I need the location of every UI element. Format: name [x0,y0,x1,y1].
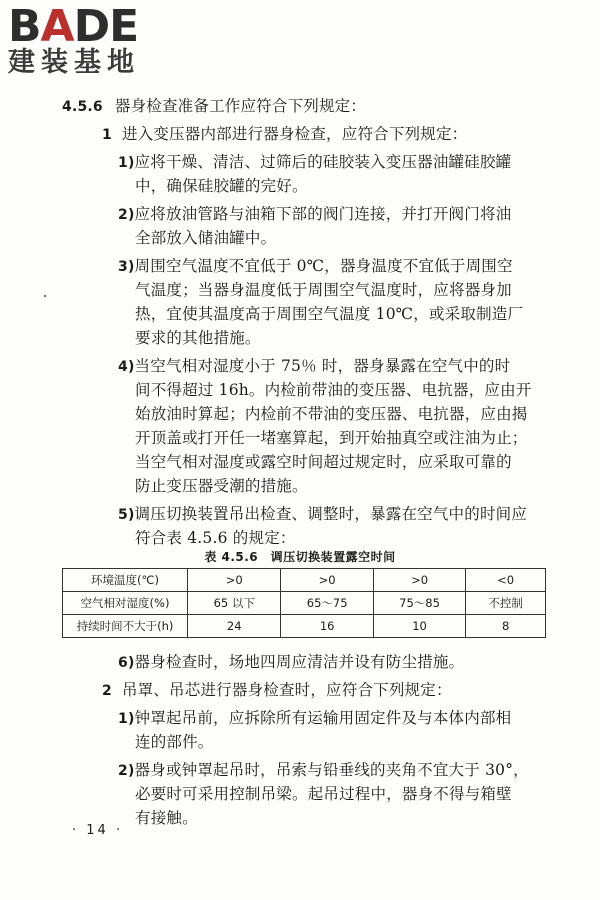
table-cell: 10 [373,615,465,638]
item-2-number: 2 [102,683,112,699]
sub-1-4-line-1 [118,356,510,377]
sub-1-4-text: 当空气相对湿度小于 75％ 时，器身暴露在空气中的时 [134,357,511,375]
sub-2-2-line-1 [118,760,529,781]
table-row [63,592,546,615]
sub-1-1-number: 1) [118,155,135,171]
sub-1-2-line-2: 全部放入储油罐中。 [135,229,277,247]
section-title: 器身检查准备工作应符合下列规定： [114,97,367,115]
sub-1-4-line-6: 防止变压器受潮的措施。 [135,477,308,495]
sub-1-1-text: 应将干燥、清洁、过筛后的硅胶装入变压器油罐硅胶罐 [134,153,512,171]
sub-1-3-line-1 [118,256,513,277]
table-cell: 16 [281,615,373,638]
bade-logo [8,1,183,78]
page-number: · 14 · [72,823,124,838]
sub-1-4-number: 4) [118,359,135,375]
sub-1-4-line-2: 间不得超过 16h。内检前带油的变压器、电抗器，应由开 [135,381,532,399]
exposure-time-table [62,568,546,638]
sub-2-1-line-2: 连的部件。 [135,733,214,751]
table-cell: 65 以下 [188,592,281,615]
table-cell: >0 [373,569,465,592]
sub-1-2-line-1 [118,204,511,225]
table-cell: 不控制 [466,592,546,615]
sub-1-4-line-5: 当空气相对湿度或露空时间超过规定时，应采取可靠的 [135,453,512,471]
sub-1-2-text: 应将放油管路与油箱下部的阀门连接，并打开阀门将油 [134,205,512,223]
section-heading [62,96,366,117]
table-cell: >0 [281,569,373,592]
sub-2-1-text: 钟罩起吊前，应拆除所有运输用固定件及与本体内部相 [134,709,512,727]
sub-1-3-line-2: 气温度；当器身温度低于周围空气温度时，应将器身加 [135,281,512,299]
sub-1-6-number: 6) [118,655,135,671]
logo-letter-a: A [40,1,74,52]
sub-1-3-line-4: 要求的其他措施。 [135,329,261,347]
item-2-text: 吊罩、吊芯进行器身检查时，应符合下列规定： [121,681,452,699]
sub-2-2-line-3: 有接触。 [135,809,198,827]
sub-1-6-line-1 [118,652,464,673]
table-cell: 24 [188,615,281,638]
table-cell: 空气相对湿度(%) [63,592,188,615]
table-title: 表 4.5.6 调压切换装置露空时间 [204,550,396,564]
sub-1-2-number: 2) [118,207,135,223]
sub-1-4-line-3: 始放油时算起；内检前不带油的变压器、电抗器，应由揭 [135,405,528,423]
sub-1-3-text: 周围空气温度不宜低于 0℃，器身温度不宜低于周围空 [134,257,513,275]
logo-letters-de: DE [73,1,139,52]
table-cell: 持续时间不大于(h) [63,615,188,638]
sub-1-5-text: 调压切换装置吊出检查、调整时，暴露在空气中的时间应 [134,505,528,523]
table-row [63,615,546,638]
table-row [63,569,546,592]
item-1-heading [102,124,467,145]
table-cell: 环境温度(℃) [63,569,188,592]
item-1-number: 1 [102,127,112,143]
logo-letter-b: B [8,1,41,52]
table-cell: 8 [466,615,546,638]
scan-speck [44,295,46,297]
sub-2-2-line-2: 必要时可采用控制吊梁。起吊过程中，器身不得与箱壁 [135,785,512,803]
table-cell: >0 [188,569,281,592]
sub-1-5-line-1 [118,504,527,525]
sub-2-1-number: 1) [118,711,135,727]
section-number: 4.5.6 [62,99,103,115]
table-cell: 75～85 [373,592,465,615]
sub-1-1-line-2: 中，确保硅胶罐的完好。 [135,177,308,195]
item-1-text: 进入变压器内部进行器身检查，应符合下列规定： [121,125,468,143]
table-cell: <0 [466,569,546,592]
item-2-heading [102,680,452,701]
sub-2-2-text: 器身或钟罩起吊时，吊索与铅垂线的夹角不宜大于 30°， [134,761,529,779]
sub-1-3-number: 3) [118,259,135,275]
sub-1-3-line-3: 热，宜使其温度高于周围空气温度 10℃，或采取制造厂 [135,305,524,323]
sub-1-4-line-4: 开顶盖或打开任一堵塞算起，到开始抽真空或注油为止； [135,429,528,447]
sub-1-6-text: 器身检查时，场地四周应清洁并设有防尘措施。 [134,653,465,671]
sub-1-5-number: 5) [118,507,135,523]
sub-2-2-number: 2) [118,763,135,779]
sub-1-5-line-2: 符合表 4.5.6 的规定： [135,529,296,547]
sub-2-1-line-1 [118,708,511,729]
sub-1-1-line-1 [118,152,511,173]
logo-subtitle: 建装基地 [8,47,140,78]
logo-wordmark [8,1,183,52]
table-cell: 65～75 [281,592,373,615]
